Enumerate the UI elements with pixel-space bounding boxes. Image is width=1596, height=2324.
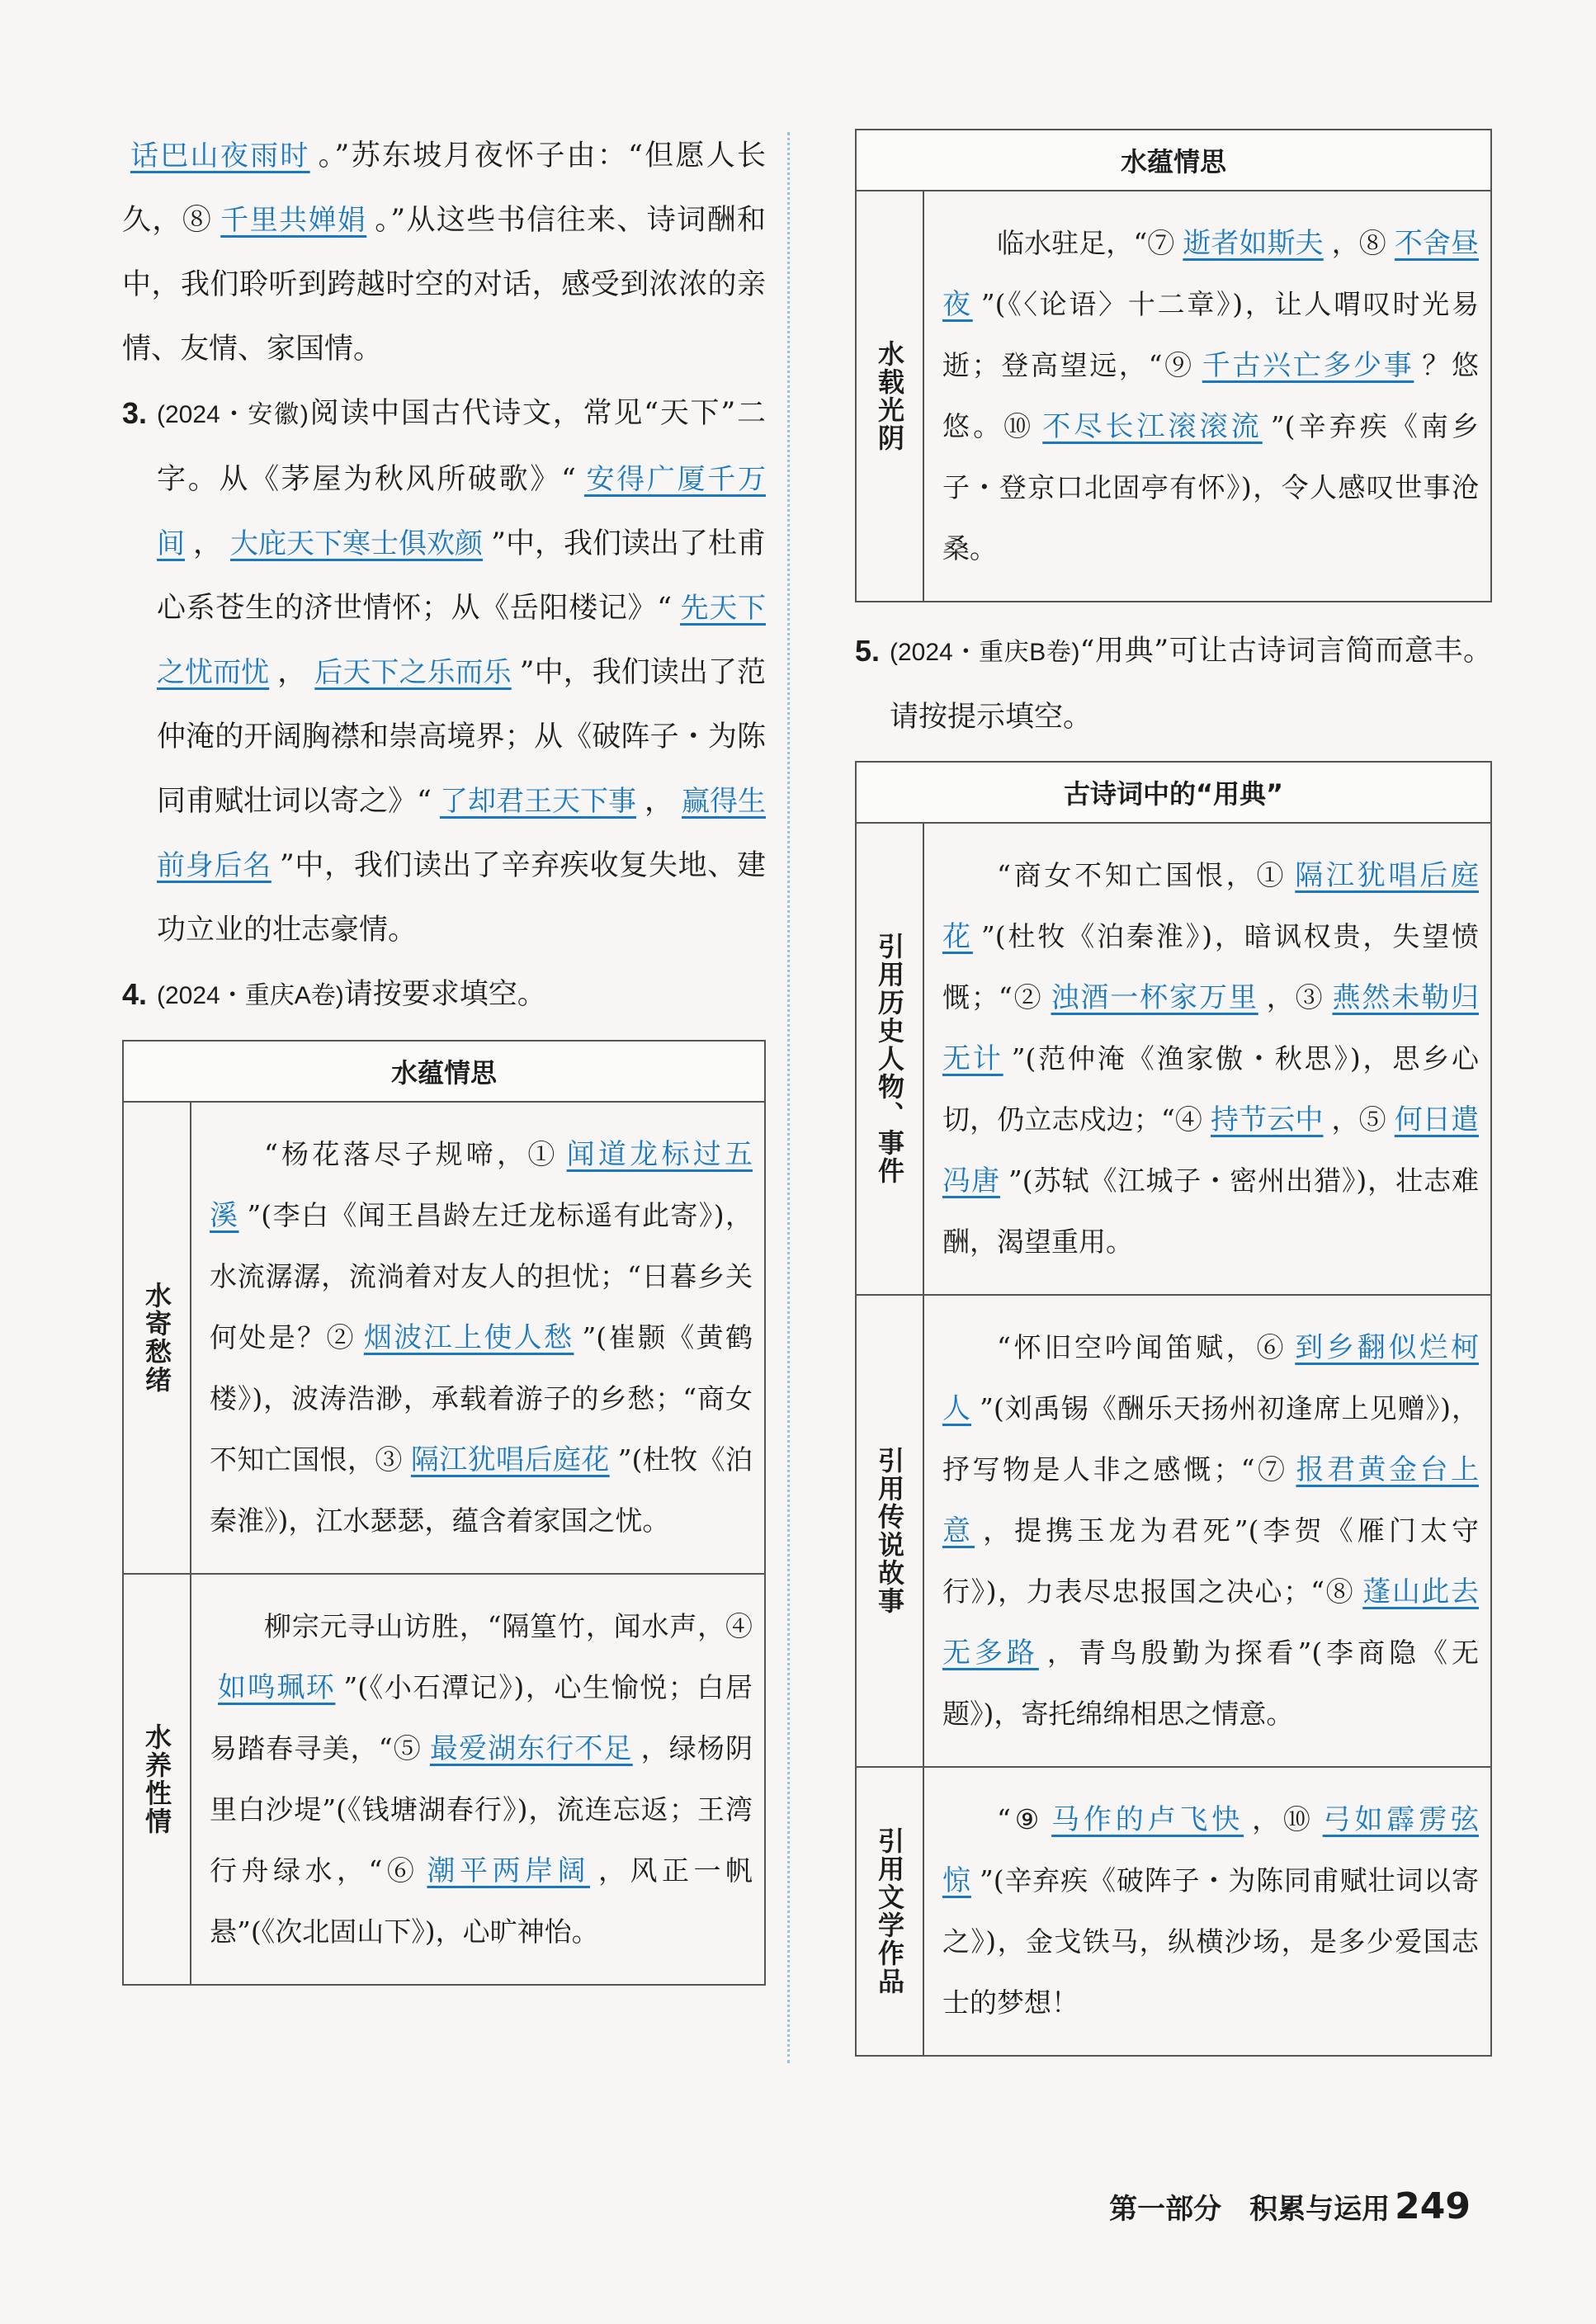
text: 阅读中国古代诗文，常见“天下”二字。从《茅屋为秋风所破歌》“ bbox=[157, 397, 767, 496]
row-label: 引用历史人物、事件 bbox=[856, 823, 923, 1295]
text: ，绿杨阴里白沙堤”(《钱塘湖春行》)，流连忘返；王湾行舟绿水，“⑥ bbox=[210, 1732, 753, 1887]
text: ”(李白《闻王昌龄左迁龙标遥有此寄》)，水流潺潺，流淌着对友人的担忧；“日暮乡关何处是？② bbox=[210, 1199, 753, 1353]
page-footer bbox=[1109, 2185, 1471, 2227]
text: 临水驻足，“⑦ bbox=[997, 227, 1175, 259]
text: ”(杜牧《泊秦淮》)，暗讽权贵，失望愤慨；“② bbox=[942, 920, 1480, 1013]
cell-text bbox=[210, 1124, 753, 1552]
text: ，⑤ bbox=[1331, 1103, 1386, 1136]
answer-blank[interactable]: 安得广厦千万间 bbox=[157, 463, 766, 560]
text: “杨花落尽子规啼，① bbox=[264, 1138, 559, 1170]
table-cell bbox=[923, 1767, 1491, 2056]
table-cell bbox=[191, 1574, 765, 1985]
text: ”中，我们读出了辛弃疾收复失地、建功立业的壮志豪情。 bbox=[157, 849, 766, 947]
row-label: 水养性情 bbox=[123, 1574, 191, 1985]
question-4-text bbox=[122, 962, 766, 1028]
text: ，青鸟殷勤为探看”(李商隐《无题》)，寄托绵绵相思之情意。 bbox=[942, 1637, 1479, 1730]
table-water-emotions-continued bbox=[855, 129, 1492, 602]
text: ，⑧ bbox=[1331, 227, 1386, 259]
table-title: 水蕴情思 bbox=[123, 1041, 765, 1102]
right-column bbox=[855, 124, 1492, 2057]
cell-text bbox=[942, 213, 1479, 579]
text: ，风正一帆悬”(《次北固山下》)，心旷神怡。 bbox=[210, 1854, 753, 1948]
answer-blank[interactable]: 如鸣珮环 bbox=[218, 1671, 336, 1704]
answer-blank[interactable]: 隔江犹唱后庭花 bbox=[942, 859, 1480, 953]
answer-blank[interactable]: 后天下之乐而乐 bbox=[314, 656, 512, 689]
question-source: (2024・安徽) bbox=[157, 401, 309, 428]
answer-blank[interactable]: 浊酒一杯家万里 bbox=[1051, 981, 1258, 1014]
text: ”(范仲淹《渔家傲・秋思》)，思乡心切，仍立志戍边；“④ bbox=[942, 1042, 1479, 1136]
column-divider bbox=[787, 132, 790, 2063]
text: ”(刘禹锡《酬乐天扬州初逢席上见赠》)，抒写物是人非之感慨；“⑦ bbox=[942, 1392, 1480, 1486]
intro-paragraph bbox=[122, 124, 766, 381]
text: ”(杜牧《泊秦淮》)，江水瑟瑟，蕴含着家国之忧。 bbox=[210, 1443, 753, 1537]
row-label: 引用文学作品 bbox=[856, 1767, 923, 2056]
answer-blank[interactable]: 最爱湖东行不足 bbox=[429, 1732, 633, 1765]
answer-blank[interactable]: 不舍昼夜 bbox=[942, 227, 1480, 321]
text: ，⑩ bbox=[1252, 1803, 1315, 1835]
answer-blank[interactable]: 到乡翻似烂柯人 bbox=[942, 1331, 1480, 1425]
question-number: 3. bbox=[122, 396, 148, 430]
answer-blank[interactable]: 逝者如斯夫 bbox=[1183, 227, 1324, 260]
text: “用典”可让古诗词言简而意丰。请按提示填空。 bbox=[890, 635, 1492, 734]
table-cell bbox=[923, 1295, 1491, 1767]
answer-blank[interactable]: 大庇天下寒士俱欢颜 bbox=[230, 527, 484, 560]
text: 柳宗元寻山访胜，“隔篁竹，闻水声，④ bbox=[264, 1610, 753, 1642]
question-number: 4. bbox=[122, 977, 148, 1011]
answer-blank[interactable]: 燕然未勒归无计 bbox=[942, 981, 1480, 1075]
answer-blank[interactable]: 闻道龙标过五溪 bbox=[210, 1138, 753, 1232]
table-title: 古诗词中的“用典” bbox=[856, 762, 1491, 823]
table-cell bbox=[923, 823, 1491, 1295]
answer-blank[interactable]: 千古兴亡多少事 bbox=[1202, 349, 1414, 382]
question-3-text bbox=[122, 381, 767, 962]
table-cell bbox=[191, 1102, 765, 1574]
table-cell bbox=[923, 191, 1491, 602]
question-4 bbox=[122, 962, 766, 1028]
text: ？悠悠。⑩ bbox=[942, 349, 1480, 442]
text: ， bbox=[193, 527, 223, 560]
question-3 bbox=[122, 381, 766, 962]
answer-blank[interactable]: 千里共婵娟 bbox=[220, 204, 367, 237]
row-label: 水载光阴 bbox=[856, 191, 923, 602]
text: 请按要求填空。 bbox=[343, 978, 546, 1011]
cell-text bbox=[210, 1596, 753, 1963]
text: “商女不知亡国恨，① bbox=[997, 859, 1287, 891]
answer-blank[interactable]: 何日遣冯唐 bbox=[942, 1103, 1479, 1197]
answer-blank[interactable]: 潮平两岸阔 bbox=[427, 1854, 590, 1887]
text: 。”苏东坡月夜怀子由：“但愿人长久，⑧ bbox=[122, 139, 767, 237]
row-label: 引用传说故事 bbox=[856, 1295, 923, 1767]
answer-blank[interactable]: 赢得生前身后名 bbox=[157, 785, 766, 882]
question-source: (2024・重庆A卷) bbox=[157, 982, 344, 1009]
row-label: 水寄愁绪 bbox=[123, 1102, 191, 1574]
question-5-text bbox=[855, 619, 1492, 749]
text: ， bbox=[644, 785, 673, 818]
text: ”(辛弃疾《南乡子・登京口北固亭有怀》)，令人感叹世事沧桑。 bbox=[942, 410, 1479, 564]
question-number: 5. bbox=[855, 634, 881, 668]
cell-text bbox=[942, 845, 1479, 1273]
question-5 bbox=[855, 619, 1492, 749]
text: ，③ bbox=[1266, 981, 1324, 1013]
answer-blank[interactable]: 了却君王天下事 bbox=[439, 785, 636, 818]
question-source: (2024・重庆B卷) bbox=[890, 639, 1080, 666]
text: ”(《〈论语〉十二章》)，让人喟叹时光易逝；登高望远，“⑨ bbox=[942, 288, 1479, 381]
text: ”(《小石潭记》)，心生愉悦；白居易踏春寻美，“⑤ bbox=[210, 1671, 753, 1764]
text: ， bbox=[277, 656, 307, 689]
text: ”(崔颢《黄鹤楼》)，波涛浩渺，承载着游子的乡愁；“商女不知亡国恨，③ bbox=[210, 1321, 753, 1476]
text: “⑨ bbox=[997, 1803, 1044, 1835]
answer-blank[interactable]: 持节云中 bbox=[1211, 1103, 1324, 1136]
answer-blank[interactable]: 弓如霹雳弦惊 bbox=[942, 1803, 1480, 1897]
text: ”(辛弃疾《破阵子・为陈同甫赋壮词以寄之》)，金戈铁马，纵横沙场，是多少爱国志士的梦想！ bbox=[942, 1864, 1480, 2019]
answer-blank[interactable]: 报君黄金台上意 bbox=[942, 1453, 1480, 1547]
answer-blank[interactable]: 先天下之忧而忧 bbox=[157, 592, 766, 689]
text: ，提携玉龙为君死”(李贺《雁门太守行》)，力表尽忠报国之决心；“⑧ bbox=[942, 1514, 1479, 1608]
answer-blank[interactable]: 蓬山此去无多路 bbox=[942, 1575, 1480, 1670]
section-label: 第一部分 积累与运用 bbox=[1109, 2193, 1391, 2226]
text: ”中，我们读出了杜甫心系苍生的济世情怀；从《岳阳楼记》“ bbox=[157, 527, 767, 625]
answer-blank[interactable]: 马作的卢飞快 bbox=[1051, 1803, 1244, 1836]
answer-blank[interactable]: 不尽长江滚滚流 bbox=[1042, 410, 1263, 443]
cell-text bbox=[942, 1789, 1479, 2034]
table-title: 水蕴情思 bbox=[856, 130, 1491, 191]
left-column bbox=[122, 124, 766, 1986]
table-allusions bbox=[855, 761, 1492, 2057]
page-number: 249 bbox=[1395, 2185, 1471, 2227]
text: 。”从这些书信往来、诗词酬和中，我们聆听到跨越时空的对话，感受到浓浓的亲情、友情、家国情。 bbox=[122, 204, 766, 366]
answer-blank[interactable]: 烟波江上使人愁 bbox=[363, 1321, 574, 1354]
answer-blank[interactable]: 话巴山夜雨时 bbox=[130, 139, 310, 172]
text: ”中，我们读出了范仲淹的开阔胸襟和崇高境界；从《破阵子・为陈同甫赋壮词以寄之》“ bbox=[157, 656, 766, 818]
answer-blank[interactable]: 隔江犹唱后庭花 bbox=[410, 1443, 610, 1476]
table-water-emotions bbox=[122, 1040, 766, 1986]
text: ”(苏轼《江城子・密州出猎》)，壮志难酬，渴望重用。 bbox=[942, 1164, 1480, 1258]
text: “怀旧空吟闻笛赋，⑥ bbox=[997, 1331, 1287, 1363]
cell-text bbox=[942, 1317, 1479, 1745]
